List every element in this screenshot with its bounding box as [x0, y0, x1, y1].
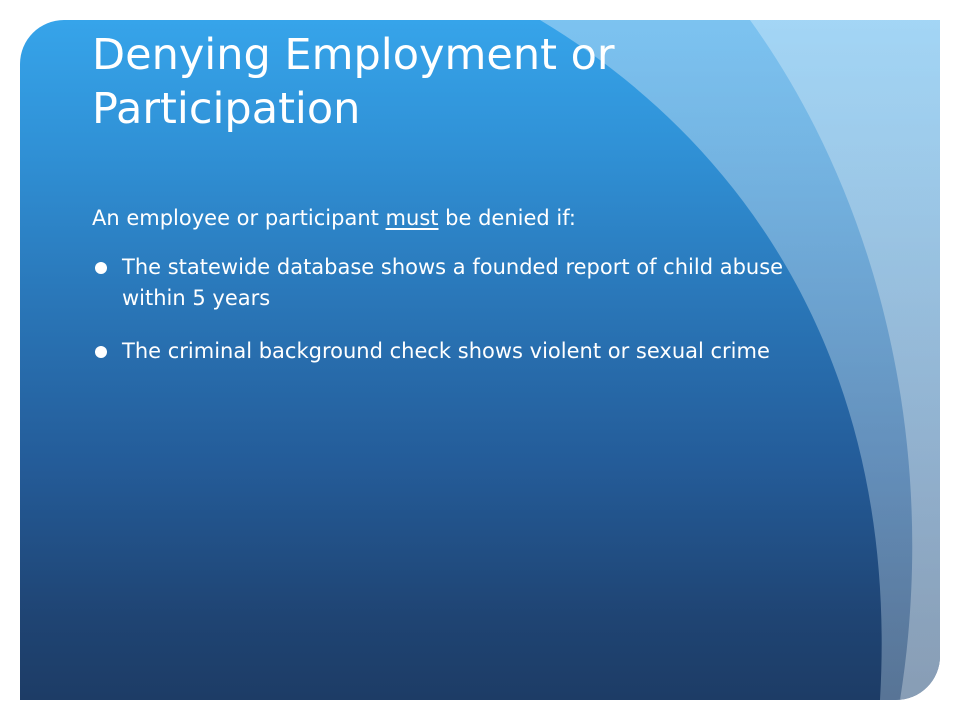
intro-after: be denied if: — [438, 206, 576, 230]
intro-before: An employee or participant — [92, 206, 386, 230]
bullet-item — [92, 336, 812, 367]
bullet-item — [92, 252, 812, 314]
slide-body — [92, 203, 812, 389]
bullet-list — [92, 252, 812, 367]
bullet-dot-icon — [95, 262, 107, 274]
bullet-text: The statewide database shows a founded report of child abuse within 5 years — [122, 255, 784, 310]
intro-emphasis: must — [385, 206, 439, 230]
bullet-dot-icon — [95, 346, 107, 358]
slide-title: Denying Employment or Participation — [92, 30, 615, 134]
slide — [20, 20, 940, 700]
intro-text — [92, 203, 812, 234]
bullet-text: The criminal background check shows violent or sexual crime — [122, 339, 770, 363]
